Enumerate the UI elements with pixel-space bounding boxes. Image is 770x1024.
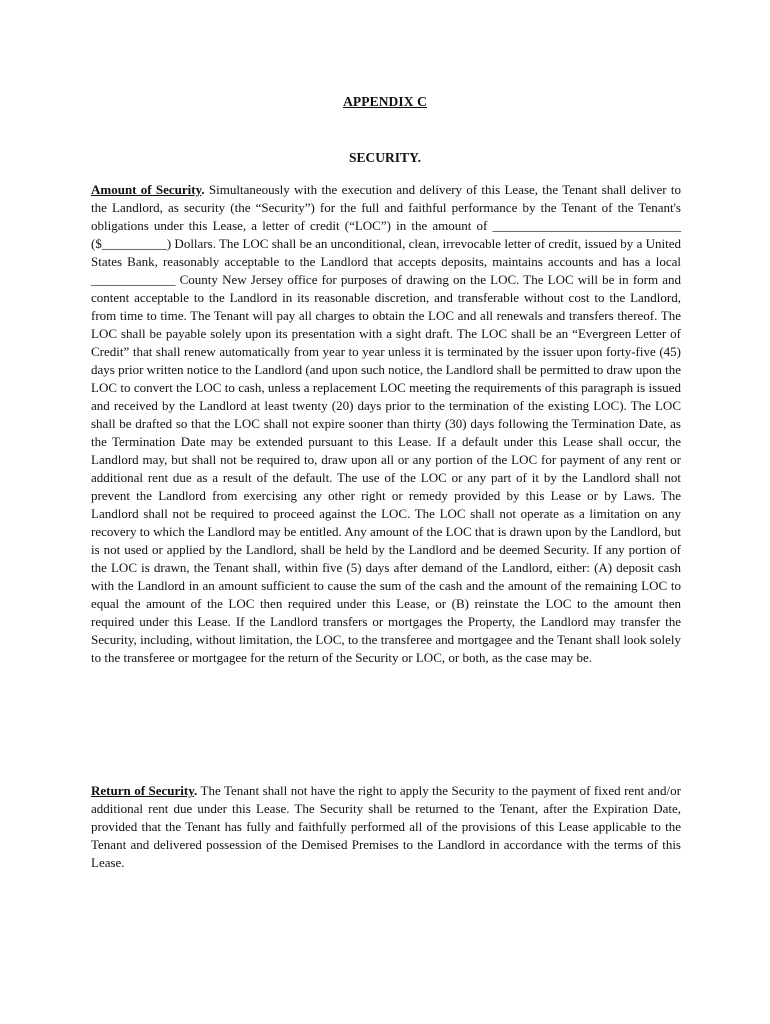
section-title: SECURITY. [349, 150, 421, 165]
return-of-security-paragraph [91, 782, 681, 872]
amount-of-security-body: Simultaneously with the execution and delivery of this Lease, the Tenant shall deliver to the Landlord, as security (the “Security”) for the full and faithful performance by the Tenant of the Tenant's obligations under this Lease, a letter of credit (“LOC”) in the amount of _____________________________ ($__________) Dollars. The LOC shall be an unconditional, clean, irrevocable letter of credit, issued by a United States Bank, reasonably acceptable to the Landlord that accepts deposits, maintains accounts and has a local _____________ County New Jersey office for purposes of drawing on the LOC. The LOC will be in form and content acceptable to the Landlord in its reasonable discretion, and transferable without cost to the Landlord, from time to time. The Tenant will pay all charges to obtain the LOC and all renewals and transfers thereof. The LOC shall be payable solely upon its presentation with a sight draft. The LOC shall be an “Evergreen Letter of Credit” that shall renew automatically from year to year unless it is terminated by the issuer upon forty-five (45) days prior written notice to the Landlord (and upon such notice, the Landlord shall be permitted to draw upon the LOC to convert the LOC to cash, unless a replacement LOC meeting the requirements of this paragraph is issued and received by the Landlord at least twenty (20) days prior to the termination of the existing LOC). The LOC shall be drafted so that the LOC shall not expire sooner than thirty (30) days following the Termination Date, as the Termination Date may be extended pursuant to this Lease. If a default under this Lease shall occur, the Landlord may, but shall not be required to, draw upon all or any portion of the LOC for payment of any rent or additional rent due as a result of the default. The use of the LOC or any part of it by the Landlord shall not prevent the Landlord from exercising any other right or remedy provided by this Lease or by Laws. The Landlord shall not be required to proceed against the LOC. The LOC shall not operate as a limitation on any recovery to which the Landlord may be entitled. Any amount of the LOC that is drawn upon by the Landlord, but is not used or applied by the Landlord, shall be held by the Landlord and be deemed Security. If any portion of the LOC is drawn, the Tenant shall, within five (5) days after demand of the Landlord, either: (A) deposit cash with the Landlord in an amount sufficient to cause the sum of the cash and the amount of the remaining LOC to equal the amount of the LOC then required under this Lease, or (B) reinstate the LOC to the amount then required under this Lease. If the Landlord transfers or mortgages the Property, the Landlord may transfer the Security, including, without limitation, the LOC, to the transferee and mortgagee and the Tenant shall look solely to the transferee or mortgagee for the return of the Security or LOC, or both, as the case may be. [91, 182, 681, 665]
amount-of-security-paragraph [91, 181, 681, 667]
appendix-title: APPENDIX C [343, 94, 427, 109]
return-of-security-body: The Tenant shall not have the right to apply the Security to the payment of fixed rent and/or additional rent due under this Lease. The Security shall be returned to the Tenant, after the Expiration Date, provided that the Tenant has fully and faithfully performed all of the provisions of this Lease applicable to the Tenant and delivered possession of the Demised Premises to the Landlord in accordance with the terms of this Lease. [91, 783, 681, 870]
heading-punctuation: . [201, 182, 205, 197]
amount-of-security-heading: Amount of Security [91, 182, 202, 197]
return-of-security-heading: Return of Security [91, 783, 195, 798]
heading-punctuation: . [194, 783, 198, 798]
